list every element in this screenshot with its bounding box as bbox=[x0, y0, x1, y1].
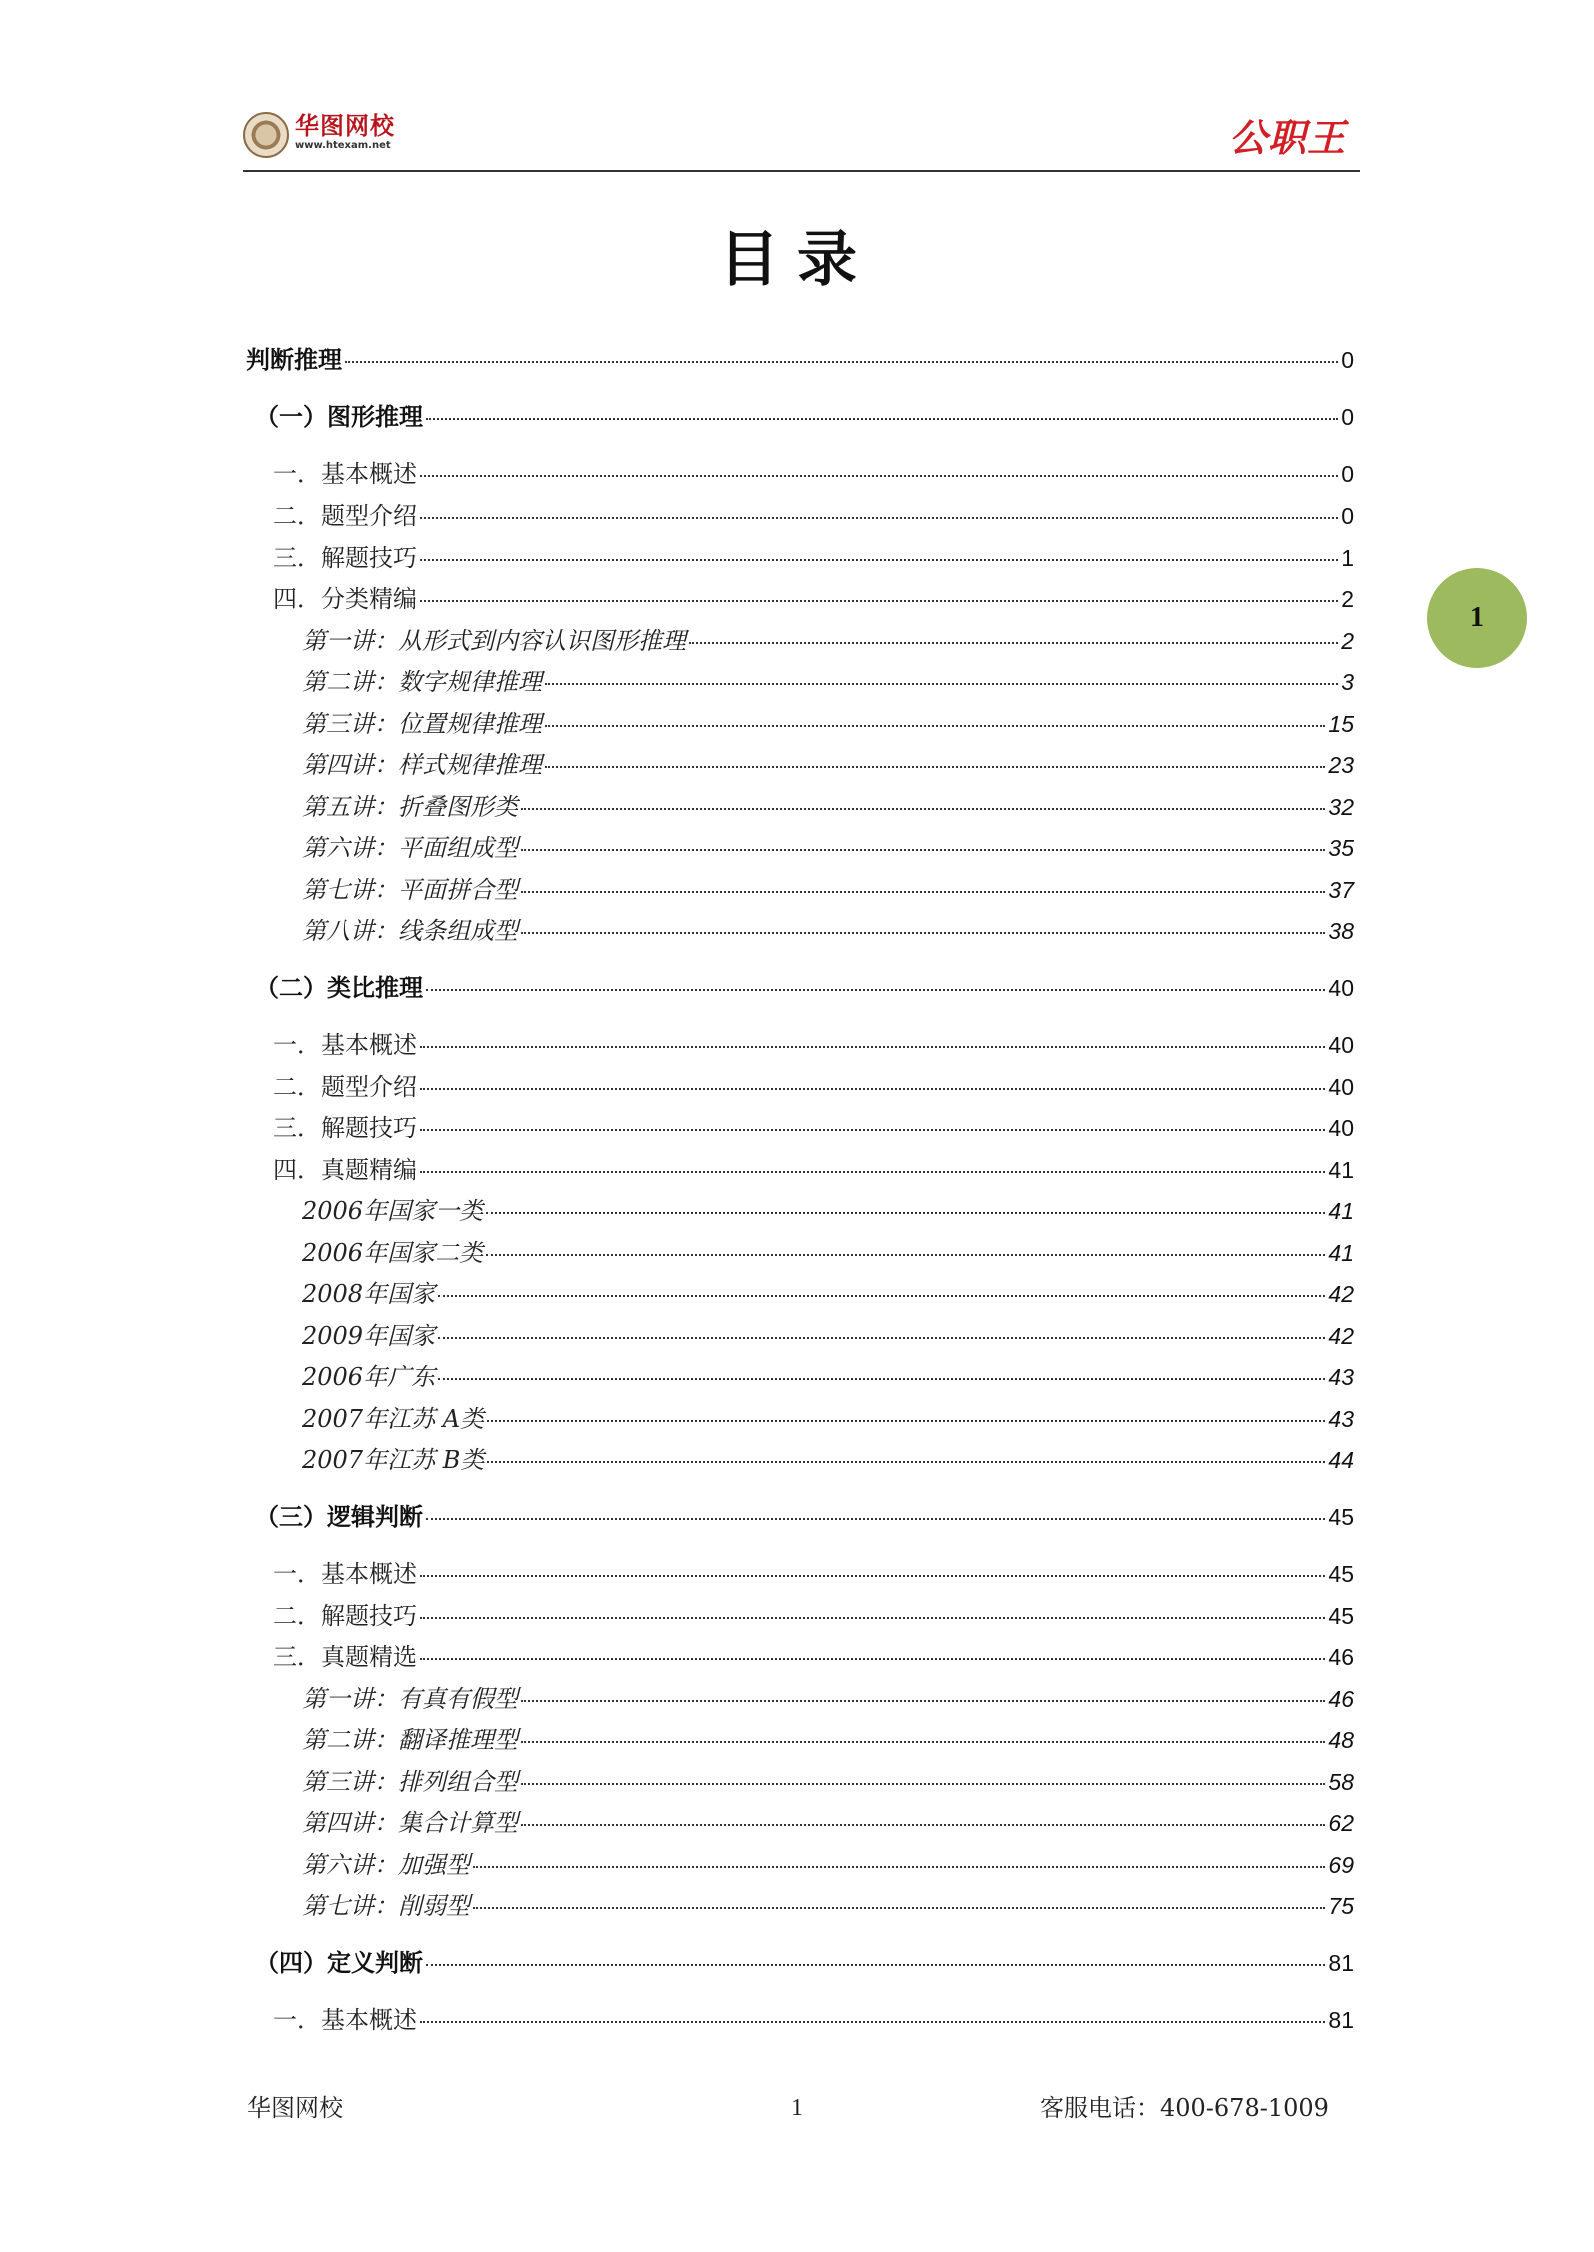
toc-entry[interactable] bbox=[302, 704, 1354, 744]
toc-entry[interactable] bbox=[273, 454, 1354, 494]
toc-entry-page: 43 bbox=[1328, 1406, 1354, 1432]
dot-leader bbox=[426, 1964, 1325, 1966]
page-footer bbox=[0, 2088, 1594, 2128]
dot-leader bbox=[521, 891, 1325, 893]
dot-leader bbox=[521, 808, 1325, 810]
toc-entry-page: 42 bbox=[1328, 1323, 1354, 1349]
page-header bbox=[243, 108, 1360, 172]
toc-entry-page: 40 bbox=[1328, 975, 1354, 1001]
dot-leader bbox=[420, 475, 1338, 477]
toc-entry-page: 2 bbox=[1341, 586, 1354, 612]
toc-entry-page: 62 bbox=[1328, 1810, 1354, 1836]
dot-leader bbox=[486, 1212, 1325, 1214]
toc-entry[interactable] bbox=[302, 1399, 1354, 1439]
toc-entry-page: 35 bbox=[1328, 835, 1354, 861]
toc-entry-title: 第二讲：翻译推理型 bbox=[302, 1726, 518, 1754]
toc-entry-page: 40 bbox=[1328, 1074, 1354, 1100]
footer-page-number: 1 bbox=[791, 2095, 803, 2121]
dot-leader bbox=[521, 1700, 1325, 1702]
dot-leader bbox=[420, 1171, 1325, 1173]
toc-entry-title: 第四讲：集合计算型 bbox=[302, 1809, 518, 1837]
dot-leader bbox=[426, 989, 1325, 991]
toc-entry[interactable] bbox=[302, 911, 1354, 951]
toc-entry[interactable] bbox=[302, 1357, 1354, 1397]
dot-leader bbox=[345, 361, 1338, 363]
dot-leader bbox=[420, 559, 1338, 561]
dot-leader bbox=[521, 849, 1325, 851]
toc-entry[interactable] bbox=[302, 1233, 1354, 1273]
toc-entry-page: 48 bbox=[1328, 1727, 1354, 1753]
toc-entry-page: 23 bbox=[1328, 752, 1354, 778]
toc-entry-page: 81 bbox=[1328, 1950, 1354, 1976]
toc-entry[interactable] bbox=[273, 1554, 1354, 1594]
dot-leader bbox=[420, 517, 1338, 519]
toc-entry[interactable] bbox=[273, 1025, 1354, 1065]
toc-entry-page: 41 bbox=[1328, 1240, 1354, 1266]
toc-entry[interactable] bbox=[302, 662, 1354, 702]
toc-entry-title: 2007年江苏 B类 bbox=[302, 1446, 485, 1474]
toc-entry-page: 44 bbox=[1328, 1447, 1354, 1473]
dot-leader bbox=[545, 766, 1325, 768]
toc-entry-title: 第三讲：排列组合型 bbox=[302, 1768, 518, 1796]
toc-entry-title: 四．真题精编 bbox=[273, 1156, 417, 1184]
toc-entry[interactable] bbox=[302, 870, 1354, 910]
toc-entry-title: 判断推理 bbox=[246, 346, 342, 374]
toc-entry[interactable] bbox=[273, 1596, 1354, 1636]
toc-entry-page: 38 bbox=[1328, 918, 1354, 944]
toc-entry[interactable] bbox=[302, 1845, 1354, 1885]
dot-leader bbox=[473, 1907, 1325, 1909]
gongzhiwang-logo: 公职王 bbox=[1228, 116, 1346, 160]
toc-entry-title: 2009年国家 bbox=[302, 1322, 436, 1350]
huatu-logo bbox=[243, 112, 395, 158]
toc-entry-title: 一．基本概述 bbox=[273, 1031, 417, 1059]
toc-entry[interactable] bbox=[255, 1943, 1354, 1983]
dot-leader bbox=[438, 1378, 1325, 1380]
toc-entry[interactable] bbox=[302, 1803, 1354, 1843]
toc-entry-title: 二．题型介绍 bbox=[273, 502, 417, 530]
toc-entry-page: 32 bbox=[1328, 794, 1354, 820]
dot-leader bbox=[486, 1254, 1325, 1256]
dot-leader bbox=[689, 642, 1338, 644]
toc-entry-title: 一．基本概述 bbox=[273, 1560, 417, 1588]
toc-entry-page: 81 bbox=[1328, 2007, 1354, 2033]
dot-leader bbox=[545, 725, 1325, 727]
toc-entry-title: （四）定义判断 bbox=[255, 1949, 423, 1977]
toc-entry-title: 第三讲：位置规律推理 bbox=[302, 710, 542, 738]
toc-entry[interactable] bbox=[302, 745, 1354, 785]
toc-entry-title: （三）逻辑判断 bbox=[255, 1503, 423, 1531]
toc-entry[interactable] bbox=[273, 538, 1354, 578]
dot-leader bbox=[521, 1824, 1325, 1826]
toc-entry[interactable] bbox=[273, 579, 1354, 619]
toc-entry-title: 四．分类精编 bbox=[273, 585, 417, 613]
toc-entry-page: 3 bbox=[1341, 669, 1354, 695]
toc-entry-page: 0 bbox=[1341, 503, 1354, 529]
toc-entry-page: 69 bbox=[1328, 1852, 1354, 1878]
toc-entry[interactable] bbox=[302, 1720, 1354, 1760]
toc-entry-title: 2006年国家二类 bbox=[302, 1239, 484, 1267]
toc-entry-page: 41 bbox=[1328, 1157, 1354, 1183]
toc-entry[interactable] bbox=[302, 1274, 1354, 1314]
toc-entry-title: （一）图形推理 bbox=[255, 403, 423, 431]
toc-entry-page: 43 bbox=[1328, 1364, 1354, 1390]
toc-entry-page: 1 bbox=[1341, 545, 1354, 571]
toc-entry[interactable] bbox=[273, 1067, 1354, 1107]
toc-entry[interactable] bbox=[302, 1762, 1354, 1802]
toc-entry-page: 58 bbox=[1328, 1769, 1354, 1795]
toc-entry[interactable] bbox=[302, 1316, 1354, 1356]
toc-entry-page: 0 bbox=[1341, 347, 1354, 373]
dot-leader bbox=[521, 932, 1325, 934]
toc-entry-title: （二）类比推理 bbox=[255, 974, 423, 1002]
toc-entry-page: 40 bbox=[1328, 1032, 1354, 1058]
toc-entry[interactable] bbox=[273, 496, 1354, 536]
dot-leader bbox=[473, 1866, 1325, 1868]
toc-entry-page: 0 bbox=[1341, 461, 1354, 487]
toc-entry[interactable] bbox=[302, 1886, 1354, 1926]
dot-leader bbox=[426, 1518, 1325, 1520]
toc-entry[interactable] bbox=[255, 397, 1354, 437]
toc-entry-page: 2 bbox=[1341, 628, 1354, 654]
toc-entry-title: 三．解题技巧 bbox=[273, 1114, 417, 1142]
toc-entry[interactable] bbox=[273, 2000, 1354, 2040]
toc-entry-title: 2007年江苏 A类 bbox=[302, 1405, 485, 1433]
toc-entry[interactable] bbox=[302, 1191, 1354, 1231]
toc-entry-page: 40 bbox=[1328, 1115, 1354, 1141]
toc-entry-title: 第五讲：折叠图形类 bbox=[302, 793, 518, 821]
dot-leader bbox=[545, 683, 1338, 685]
toc-entry-title: 二．解题技巧 bbox=[273, 1602, 417, 1630]
toc-entry[interactable] bbox=[302, 1440, 1354, 1480]
toc-entry-title: 第六讲：加强型 bbox=[302, 1851, 470, 1879]
dot-leader bbox=[487, 1420, 1325, 1422]
toc-entry[interactable] bbox=[302, 621, 1354, 661]
dot-leader bbox=[426, 418, 1338, 420]
toc-entry-title: 第四讲：样式规律推理 bbox=[302, 751, 542, 779]
dot-leader bbox=[521, 1741, 1325, 1743]
dot-leader bbox=[420, 1575, 1325, 1577]
toc-entry-title: 第七讲：平面拼合型 bbox=[302, 876, 518, 904]
toc-entry[interactable] bbox=[273, 1150, 1354, 1190]
dot-leader bbox=[420, 2021, 1325, 2023]
toc-entry-page: 41 bbox=[1328, 1198, 1354, 1224]
toc-entry-page: 45 bbox=[1328, 1561, 1354, 1587]
dot-leader bbox=[438, 1337, 1325, 1339]
footer-left: 华图网校 bbox=[247, 2094, 343, 2122]
toc-entry-page: 0 bbox=[1341, 404, 1354, 430]
toc-entry[interactable] bbox=[255, 1497, 1354, 1537]
footer-contact: 客服电话：400-678-1009 bbox=[1040, 2094, 1329, 2122]
dot-leader bbox=[420, 1088, 1325, 1090]
dot-leader bbox=[420, 1617, 1325, 1619]
dot-leader bbox=[438, 1295, 1325, 1297]
toc-entry[interactable] bbox=[302, 828, 1354, 868]
toc-entry[interactable] bbox=[246, 340, 1354, 380]
dot-leader bbox=[420, 1129, 1325, 1131]
toc-entry-title: 第二讲：数字规律推理 bbox=[302, 668, 542, 696]
toc-entry-title: 三．真题精选 bbox=[273, 1643, 417, 1671]
seal-icon bbox=[243, 112, 289, 158]
logo-name: 华图网校 bbox=[295, 112, 395, 140]
toc-entry-title: 一．基本概述 bbox=[273, 2006, 417, 2034]
toc-entry-title: 第一讲：有真有假型 bbox=[302, 1685, 518, 1713]
toc-entry-page: 42 bbox=[1328, 1281, 1354, 1307]
dot-leader bbox=[420, 1658, 1325, 1660]
toc-entry[interactable] bbox=[302, 1679, 1354, 1719]
toc-entry-title: 二．题型介绍 bbox=[273, 1073, 417, 1101]
toc-entry-title: 三．解题技巧 bbox=[273, 544, 417, 572]
toc-entry-page: 46 bbox=[1328, 1644, 1354, 1670]
page-title: 目录 bbox=[719, 225, 875, 295]
toc-entry-title: 2006年国家一类 bbox=[302, 1197, 484, 1225]
toc-entry-title: 第七讲：削弱型 bbox=[302, 1892, 470, 1920]
toc-entry-title: 第八讲：线条组成型 bbox=[302, 917, 518, 945]
toc-entry[interactable] bbox=[255, 968, 1354, 1008]
toc-entry-page: 46 bbox=[1328, 1686, 1354, 1712]
dot-leader bbox=[420, 1046, 1325, 1048]
toc-entry-title: 第一讲：从形式到内容认识图形推理 bbox=[302, 627, 686, 655]
toc-entry-title: 第六讲：平面组成型 bbox=[302, 834, 518, 862]
logo-url: www.htexam.net bbox=[295, 140, 391, 151]
toc-entry-title: 2006年广东 bbox=[302, 1363, 436, 1391]
toc-entry[interactable] bbox=[302, 787, 1354, 827]
toc-entry[interactable] bbox=[273, 1108, 1354, 1148]
toc-entry-page: 15 bbox=[1328, 711, 1354, 737]
toc-entry-page: 75 bbox=[1328, 1893, 1354, 1919]
toc-entry-title: 一．基本概述 bbox=[273, 460, 417, 488]
dot-leader bbox=[420, 600, 1338, 602]
toc-entry-page: 37 bbox=[1328, 877, 1354, 903]
toc-entry-title: 2008年国家 bbox=[302, 1280, 436, 1308]
page-badge: 1 bbox=[1427, 568, 1527, 668]
dot-leader bbox=[521, 1783, 1325, 1785]
toc-entry-page: 45 bbox=[1328, 1603, 1354, 1629]
dot-leader bbox=[487, 1461, 1325, 1463]
toc-entry[interactable] bbox=[273, 1637, 1354, 1677]
toc-entry-page: 45 bbox=[1328, 1504, 1354, 1530]
